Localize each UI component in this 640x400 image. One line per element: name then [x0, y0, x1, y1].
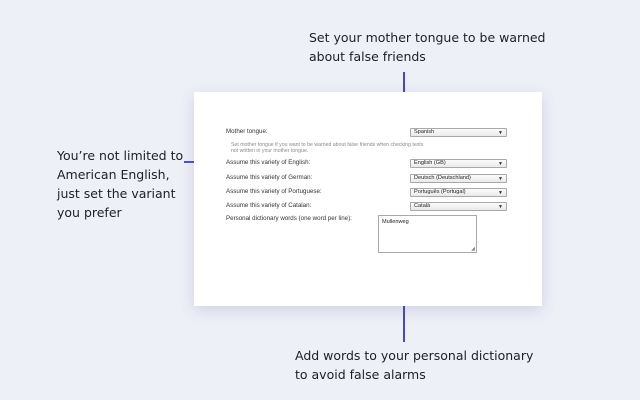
portuguese-variant-value: Português (Portugal)	[414, 189, 466, 195]
personal-dictionary-textarea[interactable]	[378, 215, 477, 253]
german-variant-select[interactable]	[410, 174, 507, 183]
portuguese-variant-label: Assume this variety of Portuguese:	[226, 188, 322, 195]
chevron-down-icon: ▼	[498, 130, 503, 136]
portuguese-variant-select[interactable]	[410, 188, 507, 197]
mother-tongue-value: Spanish	[414, 129, 435, 135]
german-variant-label: Assume this variety of German:	[226, 174, 313, 181]
mother-tongue-label: Mother tongue:	[226, 128, 268, 135]
english-variant-select[interactable]	[410, 159, 507, 168]
resize-handle-icon[interactable]: ◢	[471, 246, 475, 252]
catalan-variant-value: Català	[414, 203, 431, 209]
chevron-down-icon: ▼	[498, 190, 503, 196]
callout-mother-tongue: Set your mother tongue to be warned about false friends	[309, 30, 546, 64]
callout-variants: You’re not limited to American English, just set the variant you prefer	[57, 148, 184, 220]
settings-panel	[194, 92, 542, 306]
mother-tongue-select[interactable]	[410, 128, 507, 137]
german-variant-value: Deutsch (Deutschland)	[414, 175, 471, 181]
chevron-down-icon: ▼	[498, 204, 503, 210]
dictionary-label: Personal dictionary words (one word per line):	[226, 215, 352, 222]
chevron-down-icon: ▼	[498, 161, 503, 167]
catalan-variant-select[interactable]	[410, 202, 507, 211]
callout-dictionary: Add words to your personal dictionary to avoid false alarms	[295, 348, 534, 382]
dictionary-word: Mullenweg	[382, 219, 409, 225]
mother-tongue-hint: Set mother tongue if you want to be warned about false friends when checking texts not written in your mother tongue.	[231, 142, 424, 155]
english-variant-value: English (GB)	[414, 160, 446, 166]
catalan-variant-label: Assume this variety of Catalan:	[226, 202, 312, 209]
english-variant-label: Assume this variety of English:	[226, 159, 311, 166]
chevron-down-icon: ▼	[498, 176, 503, 182]
